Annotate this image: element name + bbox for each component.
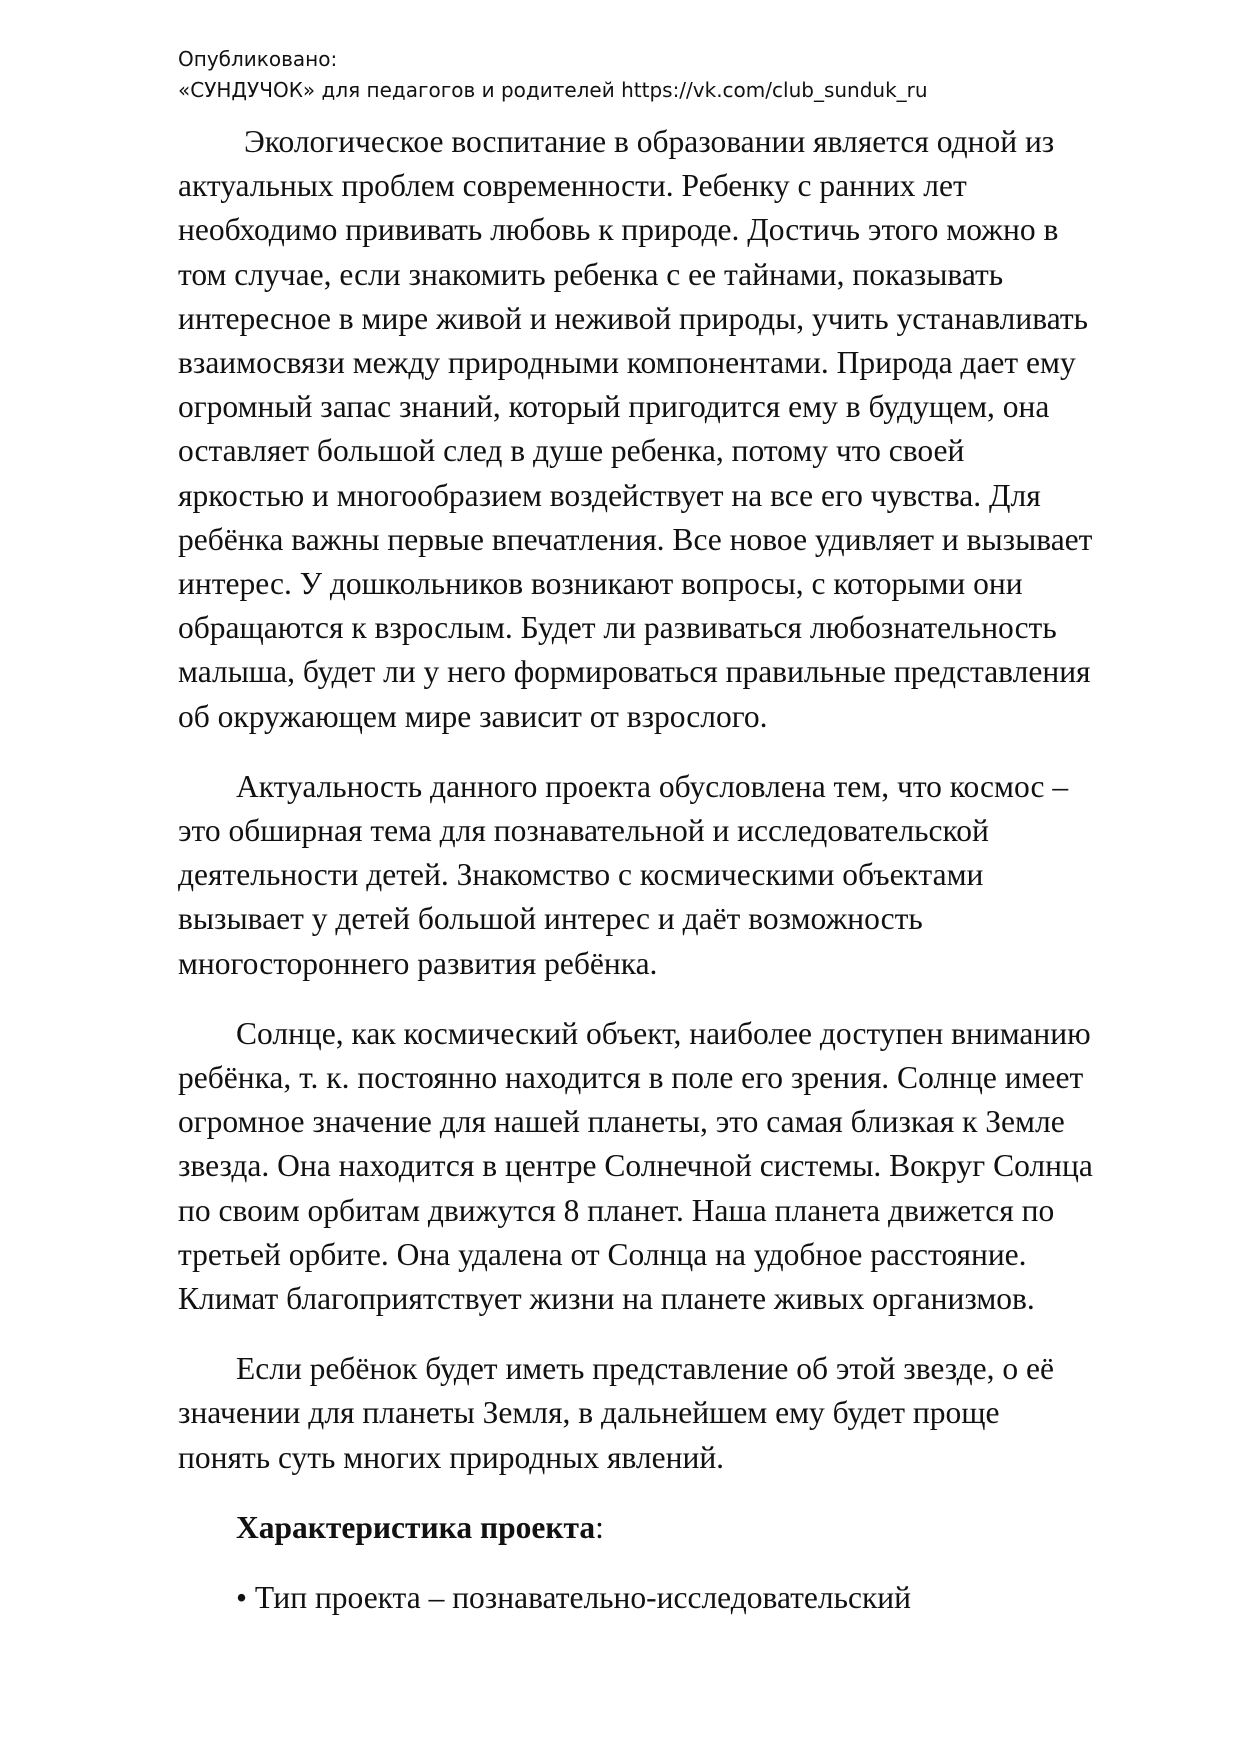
text-line: оставляет большой след в душе ребенка, потому что своей <box>178 433 965 469</box>
text-line: деятельности детей. Знакомство с космическими объектами <box>178 857 984 893</box>
text-line: взаимосвязи между природными компонентами. Природа дает ему <box>178 345 1076 381</box>
text-line: третьей орбите. Она удалена от Солнца на удобное расстояние. <box>178 1236 1027 1272</box>
text-line: огромный запас знаний, который пригодится ему в будущем, она <box>178 389 1050 425</box>
header-published-label: Опубликовано: <box>178 47 338 71</box>
section-heading <box>178 1506 1163 1550</box>
text-line: Актуальность данного проекта обусловлена тем, что космос – <box>236 768 1069 804</box>
paragraph-relevance <box>178 765 1163 986</box>
text-line: об окружающем мире зависит от взрослого. <box>178 698 768 734</box>
paragraph-intro <box>178 120 1163 739</box>
text-line: значении для планеты Земля, в дальнейшем ему будет проще <box>178 1395 1000 1431</box>
text-line: Если ребёнок будет иметь представление об этой звезде, о её <box>236 1351 1054 1387</box>
text-line: яркостью и многообразием воздействует на все его чувства. Для <box>178 477 1041 513</box>
text-line: многостороннего развития ребёнка. <box>178 945 658 981</box>
text-line: интерес. У дошкольников возникают вопросы, с которыми они <box>178 566 1023 602</box>
text-line: малыша, будет ли у него формироваться правильные представления <box>178 654 1091 690</box>
publication-header <box>178 44 928 106</box>
text-line: интересное в мире живой и неживой природы, учить устанавливать <box>178 300 1088 336</box>
section-heading-bold: Характеристика проекта <box>236 1509 596 1545</box>
bullet-text: • Тип проекта – познавательно-исследовательский <box>236 1580 911 1616</box>
text-line: Экологическое воспитание в образовании является одной из <box>244 124 1055 159</box>
text-line: по своим орбитам движутся 8 планет. Наша планета движется по <box>178 1192 1055 1228</box>
text-line: понять суть многих природных явлений. <box>178 1439 725 1475</box>
bullet-item-project-type <box>178 1576 1163 1620</box>
document-body <box>178 120 1163 1646</box>
text-line: звезда. Она находится в центре Солнечной системы. Вокруг Солнца <box>178 1148 1093 1184</box>
text-line: ребёнка, т. к. постоянно находится в поле его зрения. Солнце имеет <box>178 1060 1084 1096</box>
text-line: Солнце, как космический объект, наиболее доступен вниманию <box>236 1015 1091 1051</box>
text-line: необходимо прививать любовь к природе. Достичь этого можно в <box>178 212 1059 248</box>
paragraph-conclusion <box>178 1347 1163 1480</box>
text-line: вызывает у детей большой интерес и даёт возможность <box>178 901 923 937</box>
text-line: том случае, если знакомить ребенка с ее тайнами, показывать <box>178 256 1004 292</box>
text-line: актуальных проблем современности. Ребенку с ранних лет <box>178 168 967 204</box>
text-line: огромное значение для нашей планеты, это самая близкая к Земле <box>178 1104 1065 1140</box>
text-line: это обширная тема для познавательной и исследовательской <box>178 813 989 849</box>
text-line: Климат благоприятствует жизни на планете живых организмов. <box>178 1281 1035 1317</box>
section-heading-colon: : <box>595 1509 604 1545</box>
text-line: обращаются к взрослым. Будет ли развиваться любознательность <box>178 610 1057 646</box>
text-line: ребёнка важны первые впечатления. Все новое удивляет и вызывает <box>178 521 1093 557</box>
paragraph-sun <box>178 1012 1163 1321</box>
header-source-line: «СУНДУЧОК» для педагогов и родителей https://vk.com/club_sunduk_ru <box>178 78 928 102</box>
